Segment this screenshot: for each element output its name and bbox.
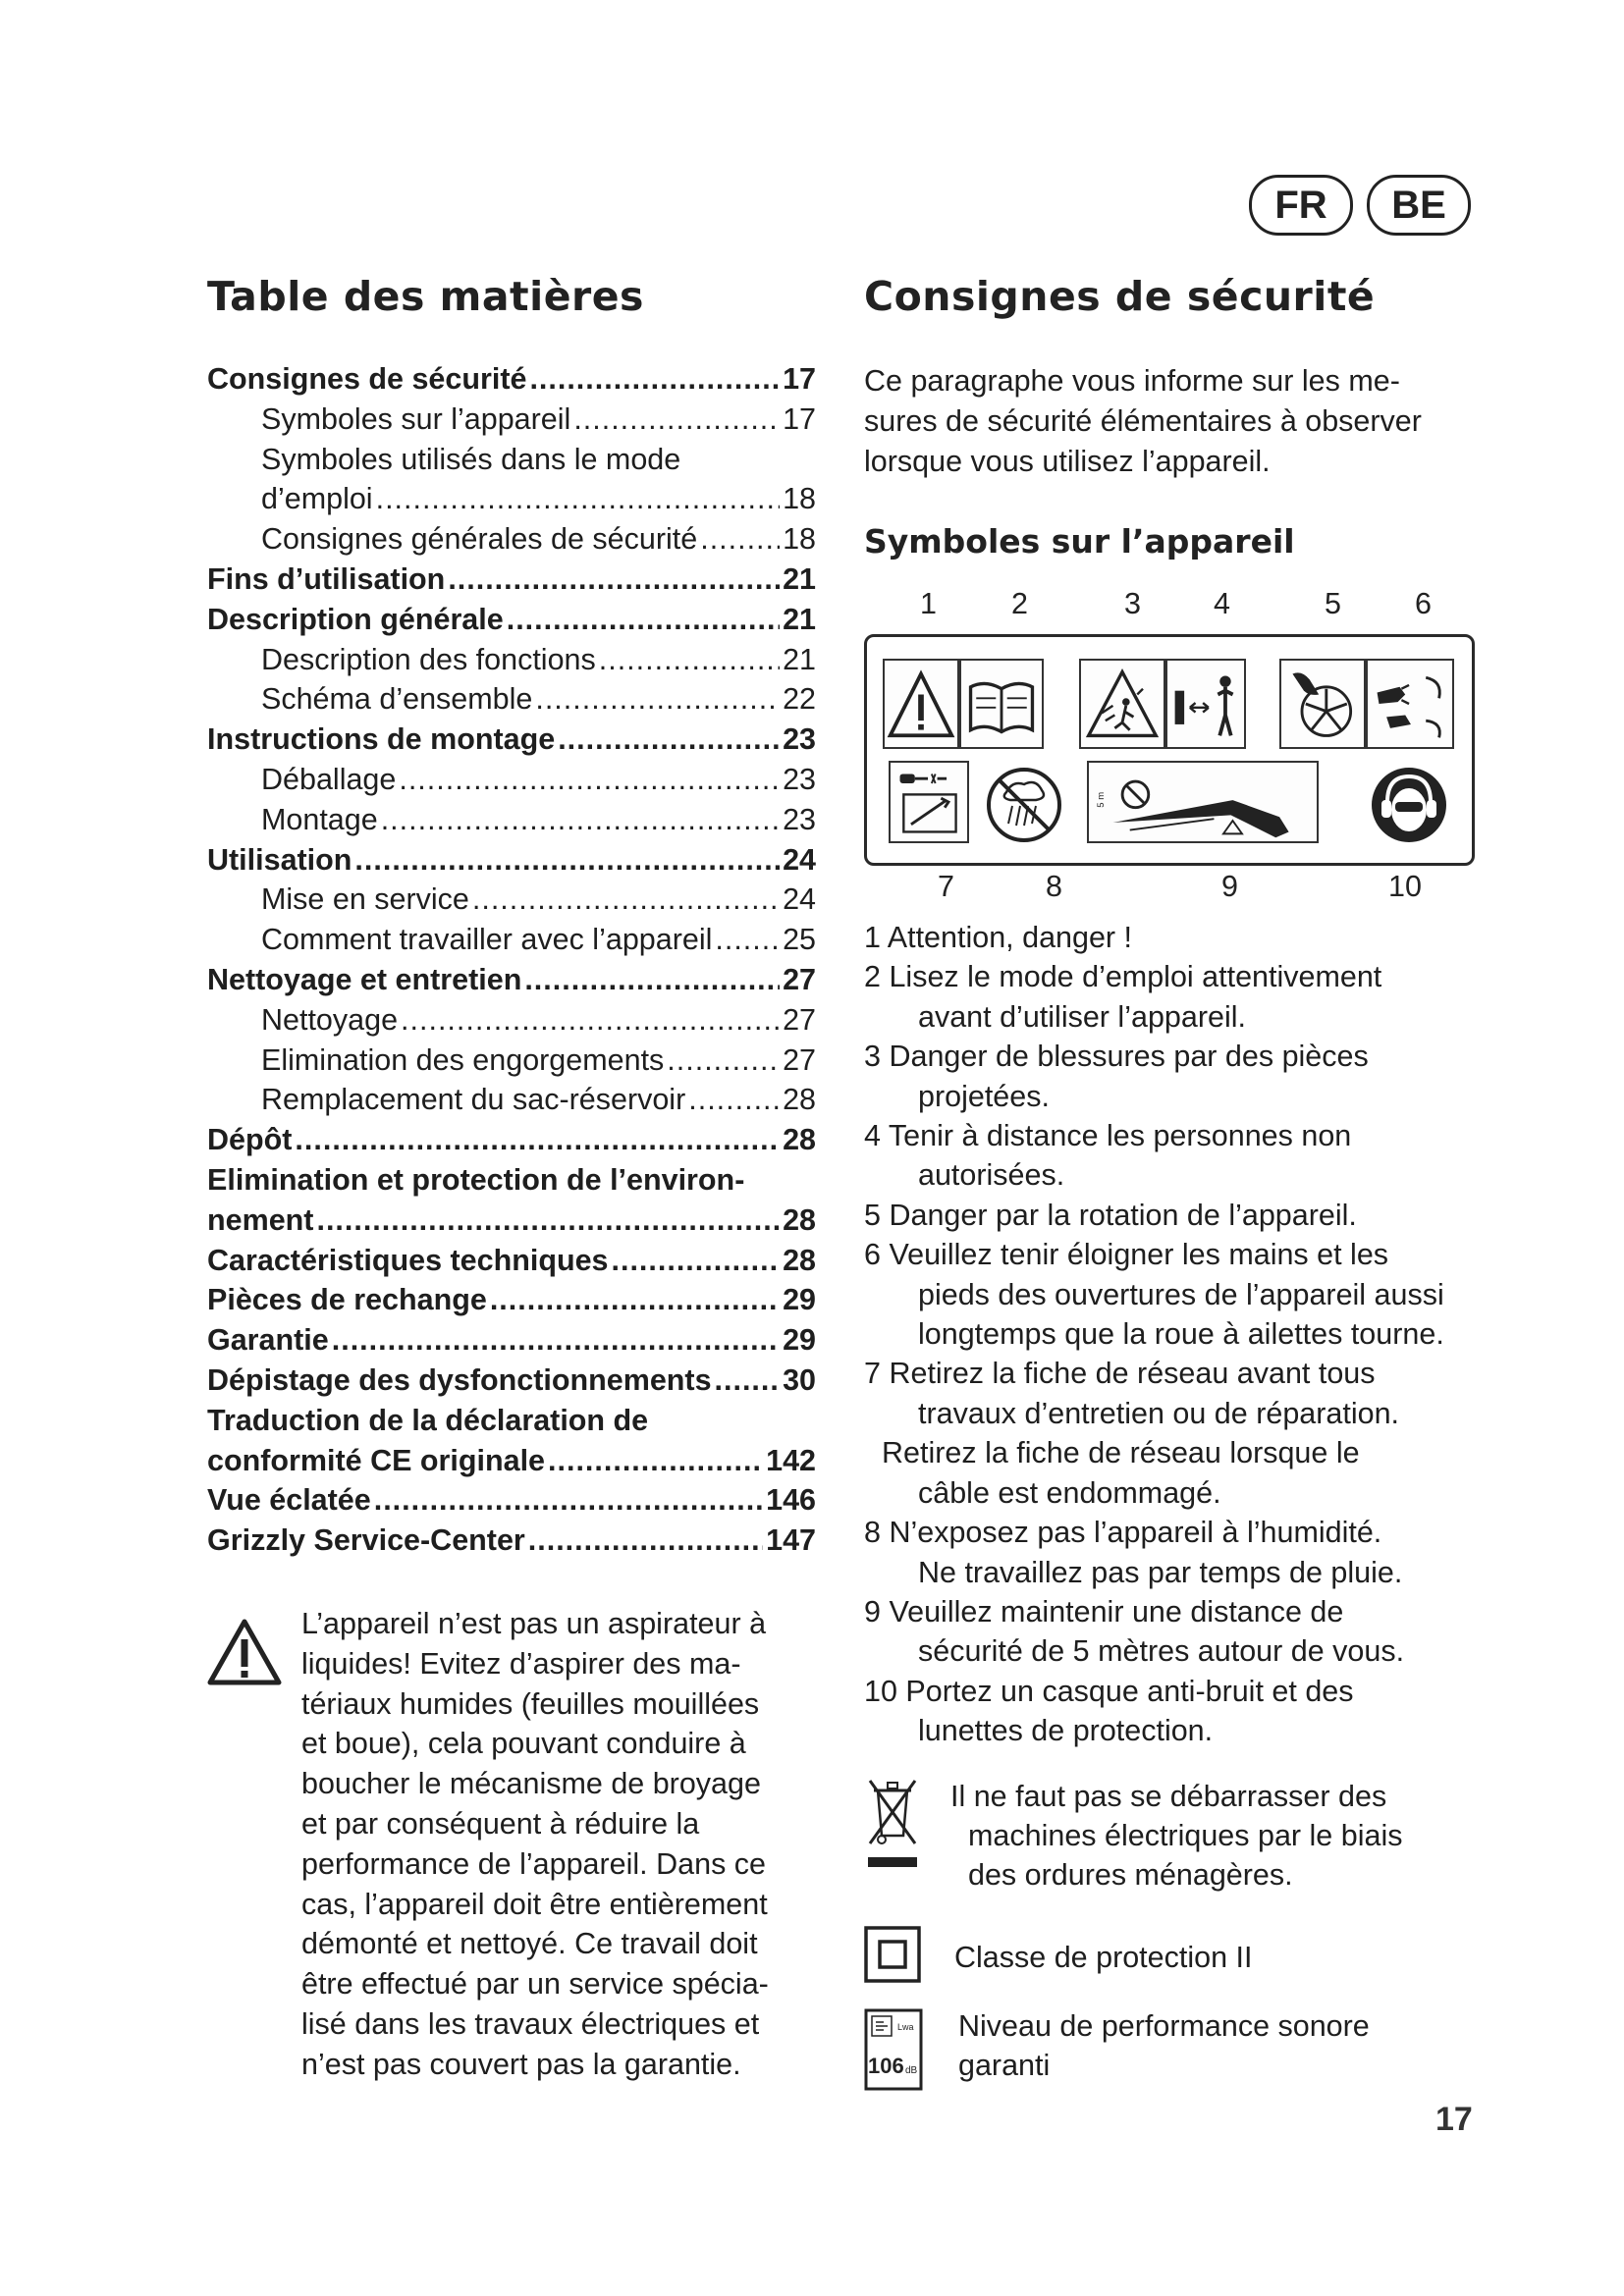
keep-hands-away-icon <box>1366 659 1454 749</box>
sound-level-icon <box>864 2008 923 2091</box>
toc-leader-dots <box>374 1480 763 1521</box>
toc-entry-page: 27 <box>783 1002 816 1037</box>
toc-entry-title: Symboles sur l’appareil <box>261 401 571 436</box>
toc-entry-title: conformité CE originale <box>207 1443 546 1477</box>
toc-entry-title: Vue éclatée <box>207 1483 371 1518</box>
legend-line <box>864 1592 1492 1631</box>
warning-line: et par conséquent à réduire la <box>301 1806 700 1841</box>
legend-number: 2 <box>864 960 881 994</box>
toc-entry-page: 23 <box>783 762 816 796</box>
toc-leader-dots <box>354 840 780 881</box>
legend-number: 9 <box>864 1594 881 1629</box>
legend-text: N’exposez pas l’appareil à l’humidité. <box>889 1516 1382 1550</box>
symbols-sticker <box>864 634 1475 866</box>
toc-entry <box>207 920 816 960</box>
legend-line <box>864 1711 1492 1750</box>
intro-line: Ce paragraphe vous informe sur les me- <box>864 364 1400 398</box>
toc-entry-title: Consignes de sécurité <box>207 362 527 396</box>
toc-entry-page: 17 <box>783 362 816 396</box>
legend-line <box>864 1077 1492 1116</box>
manual-book-icon <box>959 659 1044 749</box>
legend-text: autorisées. <box>918 1158 1065 1193</box>
legend-text: avant d’utiliser l’appareil. <box>918 999 1246 1034</box>
toc-entry-title: Dépistage des dysfonctionnements <box>207 1362 712 1397</box>
toc-entry-title: Symboles utilisés dans le mode <box>261 442 681 476</box>
warning-line: lisé dans les travaux électriques et <box>301 2006 760 2041</box>
unplug-before-maintenance-icon <box>889 761 969 843</box>
warning-line: L’appareil n’est pas un aspirateur à <box>301 1607 767 1640</box>
toc-entry-page: 25 <box>783 923 816 957</box>
toc-entry <box>207 1441 816 1481</box>
toc-entry-title: Traduction de la déclaration de <box>207 1403 649 1437</box>
toc-entry-page: 21 <box>783 602 816 636</box>
legend-text: Tenir à distance les personnes non <box>888 1119 1352 1153</box>
toc-entry <box>207 519 816 560</box>
symbol-number: 4 <box>1214 587 1230 620</box>
legend-number: 5 <box>864 1198 881 1232</box>
legend-number: 3 <box>864 1040 881 1074</box>
toc-leader-dots <box>399 760 780 800</box>
legend-text: Danger par la rotation de l’appareil. <box>889 1198 1357 1232</box>
safety-title: Consignes de sécurité <box>864 273 1376 320</box>
symbols-legend <box>864 918 1492 1751</box>
legend-line <box>864 957 1492 996</box>
toc-entry <box>207 600 816 640</box>
symbol-number: 3 <box>1124 587 1141 620</box>
warning-line: performance de l’appareil. Dans ce <box>301 1846 767 1881</box>
toc-entry <box>207 880 816 920</box>
toc-entry-title: d’emploi <box>261 482 373 516</box>
toc-entry <box>207 1080 816 1120</box>
toc-entry-title: Nettoyage et entretien <box>207 962 522 996</box>
keep-distance-icon <box>1165 659 1246 749</box>
toc-entry-title: Description des fonctions <box>261 642 596 676</box>
toc-entry-title: Montage <box>261 802 378 836</box>
toc-leader-dots <box>332 1320 780 1361</box>
legend-number: 4 <box>864 1119 881 1153</box>
toc-entry-title: Déballage <box>261 762 397 796</box>
toc-entry-page: 28 <box>783 1243 816 1277</box>
noise-db-value: 106 <box>868 2054 904 2078</box>
svg-text:5 m: 5 m <box>1096 791 1108 808</box>
warning-line: démonté et nettoyé. Ce travail doit <box>301 1927 758 1961</box>
warning-line: cas, l’appareil doit être entièrement <box>301 1887 768 1921</box>
toc-entry-title: Caractéristiques techniques <box>207 1243 609 1277</box>
toc-leader-dots <box>688 1080 780 1120</box>
symbol-number: 8 <box>1046 870 1062 903</box>
warning-line: et boue), cela pouvant conduire à <box>301 1727 746 1761</box>
toc-entry-page: 24 <box>783 842 816 877</box>
warning-triangle-icon <box>206 1618 283 1686</box>
toc-entry <box>207 560 816 600</box>
warning-line: tériaux humides (feuilles mouillées <box>301 1686 760 1721</box>
toc-entry-page: 28 <box>783 1083 816 1117</box>
noise-line: Niveau de performance sonore <box>958 2009 1370 2043</box>
intro-line: lorsque vous utilisez l’appareil. <box>864 445 1271 478</box>
legend-number: 1 <box>864 921 881 954</box>
toc-entry-page: 17 <box>783 401 816 436</box>
toc-entry <box>207 1320 816 1361</box>
symbol-number: 1 <box>920 587 937 620</box>
legend-number: 8 <box>864 1516 881 1550</box>
toc-entry <box>207 640 816 680</box>
legend-text: Ne travaillez pas par temps de pluie. <box>918 1555 1403 1589</box>
legend-line <box>864 1631 1492 1671</box>
safety-intro <box>864 361 1492 482</box>
symbol-number: 2 <box>1011 587 1028 620</box>
warning-line: liquides! Evitez d’aspirer des ma- <box>301 1646 741 1681</box>
symbol-number: 9 <box>1221 870 1238 903</box>
legend-text: Retirez la fiche de réseau avant tous <box>889 1357 1376 1391</box>
toc-entry <box>207 760 816 800</box>
weee-text <box>950 1777 1402 1895</box>
toc-entry <box>207 960 816 1000</box>
toc-leader-dots <box>472 880 780 920</box>
legend-text: Attention, danger ! <box>887 921 1133 954</box>
toc-entry-title: Remplacement du sac-réservoir <box>261 1083 686 1117</box>
toc-leader-dots <box>524 960 780 1000</box>
legend-text: Danger de blessures par des pièces <box>889 1040 1369 1074</box>
symbol-number: 5 <box>1325 587 1341 620</box>
legend-line <box>864 1433 1492 1472</box>
toc-entry-title: Elimination des engorgements <box>261 1042 665 1077</box>
toc-leader-dots <box>573 400 780 440</box>
toc-entry <box>207 1120 816 1160</box>
noise-line: garanti <box>958 2049 1051 2082</box>
toc-entry-page: 23 <box>783 802 816 836</box>
legend-line <box>864 1354 1492 1393</box>
legend-line <box>864 997 1492 1037</box>
toc-entry-page: 18 <box>783 482 816 516</box>
toc-entry-page: 142 <box>766 1443 816 1477</box>
toc-entry <box>207 1241 816 1281</box>
legend-line <box>864 1196 1492 1235</box>
toc-entry <box>207 1480 816 1521</box>
toc-entry-title: Grizzly Service-Center <box>207 1523 525 1558</box>
toc-entry <box>207 1401 816 1441</box>
toc-entry-page: 147 <box>766 1523 816 1558</box>
toc-leader-dots <box>448 560 780 600</box>
toc-entry-page: 27 <box>783 1042 816 1077</box>
toc-entry <box>207 440 816 480</box>
warning-line: boucher le mécanisme de broyage <box>301 1767 761 1801</box>
toc-entry-title: Pièces de rechange <box>207 1283 487 1317</box>
toc-entry-title: Instructions de montage <box>207 722 556 757</box>
toc-leader-dots <box>535 679 780 720</box>
toc-entry <box>207 1280 816 1320</box>
intro-line: sures de sécurité élémentaires à observer <box>864 404 1422 438</box>
toc-entry <box>207 840 816 881</box>
warning-line: n’est pas couvert pas la garantie. <box>301 2047 741 2081</box>
toc-entry-title: Garantie <box>207 1323 329 1358</box>
legend-line <box>864 1314 1492 1354</box>
toc-entry-page: 21 <box>783 561 816 596</box>
class-ii-text <box>954 1938 1252 1977</box>
protection-class-ii-icon <box>864 1926 921 1983</box>
legend-line <box>864 1394 1492 1433</box>
toc-entry <box>207 800 816 840</box>
symbol-number: 7 <box>938 870 954 903</box>
projectile-hazard-icon <box>1079 659 1165 749</box>
legend-text: projetées. <box>918 1079 1050 1113</box>
toc-entry-page: 23 <box>783 722 816 757</box>
symbol-number: 6 <box>1415 587 1432 620</box>
legend-line <box>864 1513 1492 1552</box>
warning-line: être effectué par un service spécia- <box>301 1967 769 2002</box>
toc-entry <box>207 1160 816 1201</box>
toc-leader-dots <box>599 640 780 680</box>
toc-entry <box>207 479 816 519</box>
toc-entry-page: 21 <box>783 642 816 676</box>
noise-text <box>958 2006 1370 2085</box>
toc-entry <box>207 359 816 400</box>
weee-line: des ordures ménagères. <box>968 1858 1293 1892</box>
toc-entry <box>207 1041 816 1081</box>
toc-entry <box>207 679 816 720</box>
toc-entry <box>207 400 816 440</box>
legend-line <box>864 1155 1492 1195</box>
legend-line <box>864 1116 1492 1155</box>
symbol-number: 10 <box>1388 870 1422 903</box>
safety-distance-icon <box>1087 761 1319 843</box>
toc-entry-title: nement <box>207 1202 314 1237</box>
warning-text <box>301 1604 822 2085</box>
noise-label: Lwa <box>897 2022 914 2032</box>
legend-line <box>864 1037 1492 1076</box>
toc-entry-title: Description générale <box>207 602 504 636</box>
legend-text: sécurité de 5 mètres autour de vous. <box>918 1634 1405 1669</box>
toc-leader-dots <box>528 1521 763 1561</box>
toc-leader-dots <box>667 1041 780 1081</box>
toc-entry-title: Nettoyage <box>261 1002 399 1037</box>
toc-leader-dots <box>376 479 780 519</box>
toc-entry-title: Mise en service <box>261 882 469 917</box>
toc-entry-title: Schéma d’ensemble <box>261 682 533 717</box>
legend-line <box>864 1235 1492 1274</box>
class-ii-label: Classe de protection II <box>954 1941 1253 1974</box>
legend-text: Portez un casque anti-bruit et des <box>905 1674 1354 1708</box>
toc-leader-dots <box>715 920 780 960</box>
toc-entry-title: Fins d’utilisation <box>207 561 446 596</box>
toc-entry-page: 22 <box>783 682 816 717</box>
toc-entry-title: Comment travailler avec l’appareil <box>261 923 713 957</box>
legend-text: Lisez le mode d’emploi attentivement <box>889 960 1382 994</box>
toc-entry <box>207 720 816 760</box>
toc-entry-page: 18 <box>783 522 816 557</box>
legend-number: 7 <box>864 1357 881 1391</box>
legend-text: pieds des ouvertures de l’appareil aussi <box>918 1277 1444 1311</box>
toc-leader-dots <box>529 359 780 400</box>
toc-entry-page: 30 <box>783 1362 816 1397</box>
toc-entry-page: 146 <box>766 1483 816 1518</box>
danger-icon <box>883 659 959 749</box>
toc-leader-dots <box>558 720 780 760</box>
legend-line <box>864 1672 1492 1711</box>
legend-line <box>864 918 1492 957</box>
ear-eye-protection-icon <box>1366 763 1452 847</box>
toc-leader-dots <box>295 1120 780 1160</box>
toc-entry-page: 29 <box>783 1283 816 1317</box>
toc-entry <box>207 1361 816 1401</box>
legend-line <box>864 1275 1492 1314</box>
toc-entry-page: 29 <box>783 1323 816 1358</box>
toc-entry-page: 24 <box>783 882 816 917</box>
toc-entry-page: 28 <box>783 1202 816 1237</box>
toc-entry-title: Dépôt <box>207 1123 293 1157</box>
toc-entry-title: Utilisation <box>207 842 352 877</box>
language-badges <box>1249 175 1477 232</box>
badge-be: BE <box>1367 175 1471 236</box>
toc-entry-title: Consignes générales de sécurité <box>261 522 698 557</box>
toc-title: Table des matières <box>207 273 644 320</box>
legend-text: câble est endommagé. <box>918 1475 1221 1510</box>
badge-fr: FR <box>1249 175 1353 236</box>
legend-text: lunettes de protection. <box>918 1714 1214 1748</box>
toc-leader-dots <box>490 1280 780 1320</box>
legend-text: Veuillez maintenir une distance de <box>889 1594 1344 1629</box>
legend-text: travaux d’entretien ou de réparation. <box>918 1396 1400 1430</box>
toc-leader-dots <box>700 519 780 560</box>
toc-entry <box>207 1000 816 1041</box>
legend-text: longtemps que la roue à ailettes tourne. <box>918 1317 1444 1352</box>
toc-leader-dots <box>381 800 780 840</box>
legend-number: 10 <box>864 1674 897 1708</box>
weee-line: machines électriques par le biais <box>968 1819 1403 1852</box>
legend-line <box>864 1473 1492 1513</box>
toc-leader-dots <box>401 1000 780 1041</box>
legend-line <box>864 1553 1492 1592</box>
toc-entry <box>207 1201 816 1241</box>
legend-text: Retirez la fiche de réseau lorsque le <box>882 1436 1360 1470</box>
toc-entry-title: Elimination et protection de l’environ- <box>207 1162 745 1197</box>
noise-db-unit: dB <box>905 2065 918 2076</box>
weee-line: Il ne faut pas se débarrasser des <box>950 1780 1387 1813</box>
legend-text: Veuillez tenir éloigner les mains et les <box>889 1238 1389 1272</box>
toc-entry-page: 28 <box>783 1123 816 1157</box>
symbols-title: Symboles sur l’appareil <box>864 522 1295 561</box>
no-rain-icon <box>979 763 1069 847</box>
legend-number: 6 <box>864 1238 881 1272</box>
toc-entry-page: 27 <box>783 962 816 996</box>
toc-leader-dots <box>548 1441 763 1481</box>
table-of-contents <box>207 359 816 1561</box>
toc-leader-dots <box>715 1361 781 1401</box>
crossed-bin-icon <box>864 1775 921 1869</box>
toc-leader-dots <box>316 1201 780 1241</box>
rotating-fan-icon <box>1279 659 1366 749</box>
toc-leader-dots <box>507 600 780 640</box>
toc-entry <box>207 1521 816 1561</box>
toc-leader-dots <box>612 1241 781 1281</box>
page-number: 17 <box>1435 2101 1473 2138</box>
